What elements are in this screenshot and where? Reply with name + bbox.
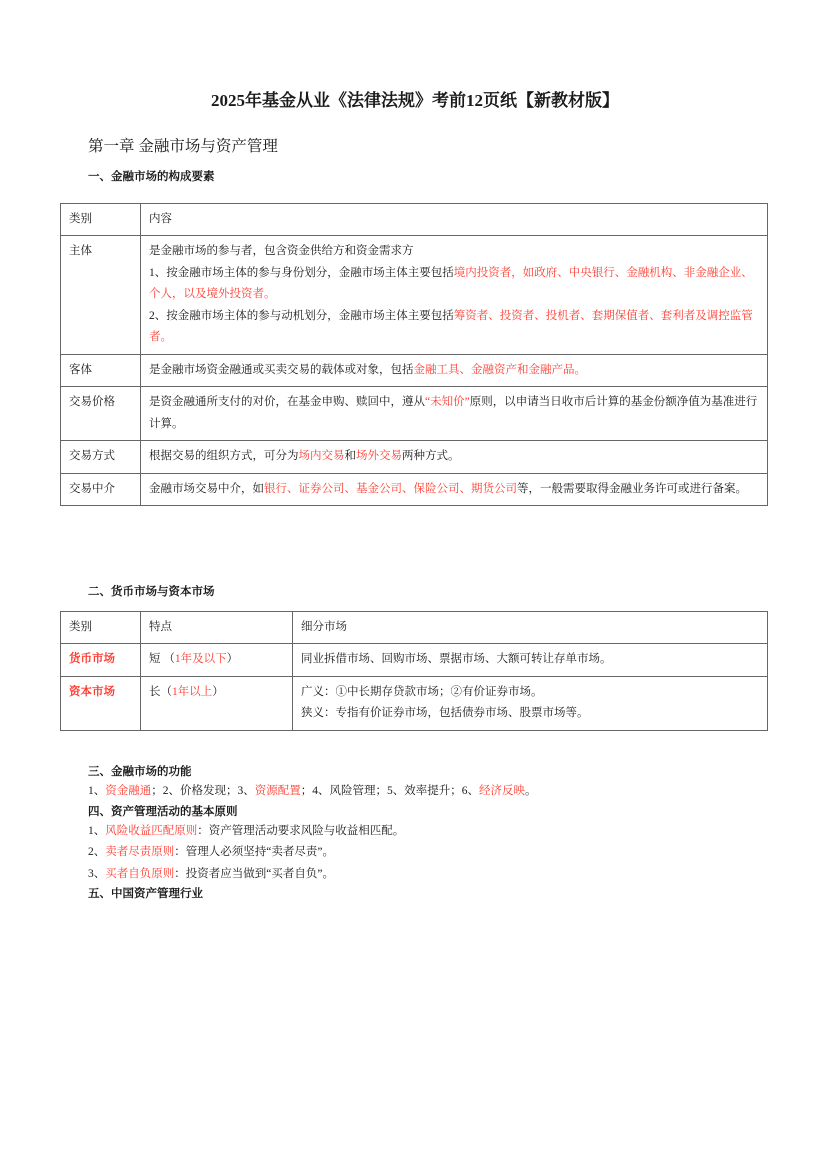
content-line [149,306,760,349]
bottom-sections [88,763,537,903]
section-heading-4: 四、资产管理活动的基本原则 [88,805,238,818]
principle-number: 1、 [88,824,106,837]
highlight-span: 境内投资者，如政府、中央银行、金融机构、非金融企业、个人，以及境外投资者。 [149,266,753,300]
table-row [61,236,768,355]
text-span: 等，一般需要取得金融业务许可或进行备案。 [517,482,747,495]
highlight-span: “未知价” [425,396,470,408]
submarket-line: 同业拆借市场、回购市场、票据市场、大额可转让存单市场。 [301,653,612,665]
text-span: ） [212,685,224,698]
function-label: 风险管理 [329,785,376,797]
table-row [61,387,768,441]
function-sep: ； [226,785,238,797]
function-sep: 。 [525,785,537,797]
row-content [141,236,768,355]
table-header-cell-content: 内容 [141,204,768,236]
row-submarkets [293,644,768,677]
row-content [141,387,768,441]
row-category: 交易方式 [61,441,141,474]
table-row [61,644,768,677]
content-line [149,241,760,263]
function-number: 2、 [162,785,180,797]
text-span: 1、按金融市场主体的参与身份划分，金融市场主体主要包括 [149,266,454,279]
function-sep: ； [300,785,313,797]
highlight-span: 银行、证券公司、基金公司、保险公司、期货公司 [264,482,517,495]
row-category: 交易中介 [61,473,141,506]
row-category: 主体 [61,236,141,355]
row-category: 交易价格 [61,387,141,441]
text-span: ） [226,653,239,665]
table-row [61,473,768,506]
principle-body: ：管理人必须坚持“卖者尽责”。 [174,846,334,858]
table-header-cell-category: 类别 [61,612,141,644]
table-header-cell-submarket: 细分市场 [293,612,768,644]
row-submarkets [293,676,768,730]
row-content [141,441,768,474]
submarket-line: 广义：①中长期存贷款市场；②有价证券市场。 [301,685,543,698]
highlight-span: 1年以上 [172,685,213,698]
principle-item [88,842,537,864]
highlight-span: 场外交易 [356,450,402,462]
page-title: 2025年基金从业《法律法规》考前12页纸【新教材版】 [211,91,619,110]
function-number: 3、 [237,785,255,797]
section-heading-5: 五、中国资产管理行业 [88,888,203,900]
principle-body: ：投资者应当做到“买者自负”。 [174,867,334,880]
principle-item [88,864,537,886]
content-line [149,392,760,435]
functions-list [88,781,537,803]
function-number: 4、 [312,785,330,797]
function-number: 5、 [387,785,405,797]
row-content [141,354,768,387]
function-label: 资源配置 [254,785,301,797]
highlight-span: 场内交易 [298,450,345,462]
function-label: 效率提升 [404,785,451,797]
submarket-line: 狭义：专指有价证券市场，包括债券市场、股票市场等。 [301,707,589,719]
table-header-cell-feature: 特点 [141,612,293,644]
section-heading-2: 二、货币市场与资本市场 [88,586,215,598]
text-span: 根据交易的组织方式，可分为 [149,450,299,462]
content-line [149,263,760,306]
table-financial-market-elements [60,203,768,506]
content-line [149,479,760,501]
section-heading-3: 三、金融市场的功能 [88,766,192,778]
text-span: 长（ [149,685,172,698]
text-span: 金融市场交易中介，如 [149,482,264,495]
table-row [61,676,768,730]
table-header-row [61,204,768,236]
table-header-row [61,612,768,644]
content-line [149,446,760,468]
principle-number: 2、 [88,846,106,858]
highlight-span: 筹资者、投资者、投机者、套期保值者、套利者及调控监管者。 [149,309,753,343]
chapter-heading: 第一章 金融市场与资产管理 [88,138,278,155]
function-sep: ； [375,785,387,797]
function-number: 1、 [88,785,106,797]
highlight-span: 金融工具、金融资产和金融产品。 [413,363,586,376]
principle-name: 买者自负原则 [105,867,175,880]
function-label: 资金融通 [105,785,152,797]
text-span: 两种方式。 [402,450,460,462]
principle-item [88,821,537,843]
table-row [61,354,768,387]
function-sep: ； [450,785,462,797]
function-sep: ； [151,785,163,797]
principle-body: ：资产管理活动要求风险与收益相匹配。 [197,824,405,837]
function-label: 经济反映 [479,785,525,797]
principle-name: 卖者尽责原则 [105,846,175,858]
table-money-capital-markets [60,611,768,731]
text-span: 原则，以申请当日收市后计算的基金份额净值为基准进行计算。 [149,396,758,430]
row-content [141,473,768,506]
text-span: 短 （ [149,653,175,665]
row-feature [141,676,293,730]
text-span: 是资金融通所支付的对价，在基金申购、赎回中，遵从 [149,396,425,408]
content-line [149,360,760,382]
text-span: 是金融市场资金融通或买卖交易的载体或对象，包括 [149,363,414,376]
function-label: 价格发现 [180,785,226,797]
row-category: 资本市场 [61,676,141,730]
highlight-span: 1年及以下 [174,653,227,665]
section-heading-1: 一、金融市场的构成要素 [88,171,215,183]
table-header-cell-category: 类别 [61,204,141,236]
text-span: 2、按金融市场主体的参与动机划分，金融市场主体主要包括 [149,309,454,322]
table-body [61,612,768,731]
row-category: 客体 [61,354,141,387]
table-row [61,441,768,474]
table-body [61,204,768,506]
principle-number: 3、 [88,867,106,880]
row-category: 货币市场 [61,644,141,677]
function-number: 6、 [461,785,479,797]
principle-name: 风险收益匹配原则 [105,824,198,837]
text-span: 是金融市场的参与者，包含资金供给方和资金需求方 [149,245,414,257]
text-span: 和 [344,450,356,462]
row-feature [141,644,293,677]
